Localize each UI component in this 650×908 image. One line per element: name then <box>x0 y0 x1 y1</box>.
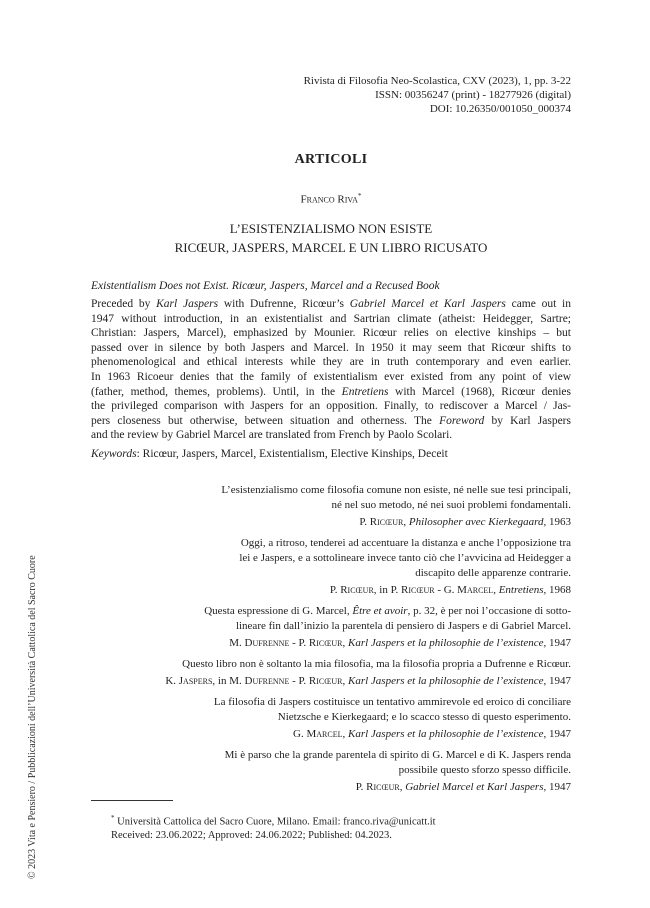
epigraph-source: K. Jaspers, in M. Dufrenne - P. Ricœur, Karl Jaspers et la philosophie de l’existence, 1947 <box>165 675 571 687</box>
author-line <box>91 192 571 206</box>
epigraph-source: P. Ricœur, Gabriel Marcel et Karl Jaspers, 1947 <box>355 781 571 793</box>
journal-doi: DOI: 10.26350/001050_000374 <box>429 103 571 115</box>
epigraphs <box>91 483 571 801</box>
abstract-line: passed over in silence by both Jaspers and Marcel. In 1950 it may seem that Ricœur shifts to <box>91 341 571 354</box>
epigraph-source: G. Marcel, Karl Jaspers et la philosophie de l’existence, 1947 <box>293 728 571 740</box>
journal-header <box>91 74 571 116</box>
abstract-line: phenomenological and ethical interests while they are in truth contemporary and even earlier. <box>91 356 571 369</box>
copyright-sidebar: © 2023 Vita e Pensiero / Pubblicazioni dell’Università Cattolica del Sacro Cuore <box>27 555 38 879</box>
abstract <box>91 297 571 443</box>
journal-citation: Rivista di Filosofia Neo-Scolastica, CXV (2023), 1, pp. 3-22 <box>303 75 571 87</box>
abstract-line: Preceded by Karl Jaspers with Dufrenne, Ricœur’s Gabriel Marcel et Karl Jaspers came out in <box>91 298 571 310</box>
section-title: ARTICOLI <box>294 152 368 167</box>
epigraph: Questa espressione di G. Marcel, Être et avoir, p. 32, è per noi l’occasione di sotto- lineare fin dall’inizio la parentela di pensiero di Jaspers e di Gabriel Marcel. M. Dufrenne - P. Ricœur, Karl Jaspers et la philosophie de l’existence, 1947 <box>91 604 571 651</box>
abstract-line: In 1963 Ricoeur denies that the family of existentialism ever existed from any point of view <box>91 370 571 383</box>
epigraph-source: P. Ricœur, Philosopher avec Kierkegaard, 1963 <box>359 516 571 528</box>
article-page <box>91 0 571 908</box>
abstract-line: Christian: Jaspers, Marcel), emphasized by Mounier. Ricœur relies on elective kinships – but <box>91 327 571 340</box>
epigraph-source: P. Ricœur, in P. Ricœur - G. Marcel, Entretiens, 1968 <box>329 584 571 596</box>
author-footnote-mark: * <box>357 192 362 200</box>
epigraph-source: M. Dufrenne - P. Ricœur, Karl Jaspers et la philosophie de l’existence, 1947 <box>229 637 571 649</box>
epigraph: La filosofia di Jaspers costituisce un tentativo ammirevole ed eroico di conciliare Nietzsche e Kierkegaard; e lo scacco stesso di questo esperimento. G. Marcel, Karl Jaspers et la philosophie de l’existence, 1947 <box>91 695 571 742</box>
epigraph: L’esistenzialismo come filosofia comune non esiste, né nelle sue tesi principali, né nel suo metodo, né nei suoi problemi fondamentali. P. Ricœur, Philosopher avec Kierkegaard, 1963 <box>91 483 571 530</box>
article-title-line2: RICŒUR, JASPERS, MARCEL E UN LIBRO RICUSATO <box>174 240 488 255</box>
abstract-line: and the review by Gabriel Marcel are translated from French by Paolo Scolari. <box>91 429 453 442</box>
english-title: Existentialism Does not Exist. Ricœur, Jaspers, Marcel and a Recused Book <box>91 280 440 292</box>
footnote <box>111 812 436 842</box>
journal-issn: ISSN: 00356247 (print) - 18277926 (digital) <box>375 89 571 101</box>
epigraph: Oggi, a ritroso, tenderei ad accentuare la distanza e anche l’opposizione tra lei e Jaspers, e a sottolineare invece tanto ciò che l’avvicina ad Heidegger a discapito delle apparenze contrarie. P. Ricœur, in P. Ricœur - G. Marcel, Entretiens, 1968 <box>91 536 571 598</box>
keywords-label: Keywords <box>91 448 137 460</box>
epigraph: Questo libro non è soltanto la mia filosofia, ma la filosofia propria a Dufrenne e Ricœur. K. Jaspers, in M. Dufrenne - P. Ricœur, Karl Jaspers et la philosophie de l’existence, 1947 <box>91 657 571 689</box>
article-title <box>91 219 571 257</box>
footnote-dates: Received: 23.06.2022; Approved: 24.06.2022; Published: 04.2023. <box>111 829 392 841</box>
footnote-affiliation: * Università Cattolica del Sacro Cuore, Milano. Email: franco.riva@unicatt.it <box>111 814 436 828</box>
keywords <box>91 448 571 460</box>
footnote-rule <box>91 800 173 801</box>
abstract-line: pers closeness but otherwise, between situation and otherness. The Foreword by Karl Jaspers <box>91 414 571 427</box>
abstract-line: 1947 without introduction, in an existentialist and Sartrian climate (atheist: Heidegger, Sartre; <box>91 312 571 325</box>
epigraph: Mi è parso che la grande parentela di spirito di G. Marcel e di K. Jaspers renda possibile questo sforzo spesso difficile. P. Ricœur, Gabriel Marcel et Karl Jaspers, 1947 <box>91 748 571 795</box>
abstract-line: (father, method, themes, problems). Until, in the Entretiens with Marcel (1968), Ricœur denies <box>91 385 571 398</box>
keywords-values: : Ricœur, Jaspers, Marcel, Existentialism, Elective Kinships, Deceit <box>136 448 448 460</box>
article-title-line1: L’ESISTENZIALISMO NON ESISTE <box>229 221 433 236</box>
abstract-line: the privileged comparison with Jaspers for an opposition. Finally, to rediscover a Marcel / Jas- <box>91 400 571 413</box>
author-name: Franco Riva <box>300 193 358 206</box>
